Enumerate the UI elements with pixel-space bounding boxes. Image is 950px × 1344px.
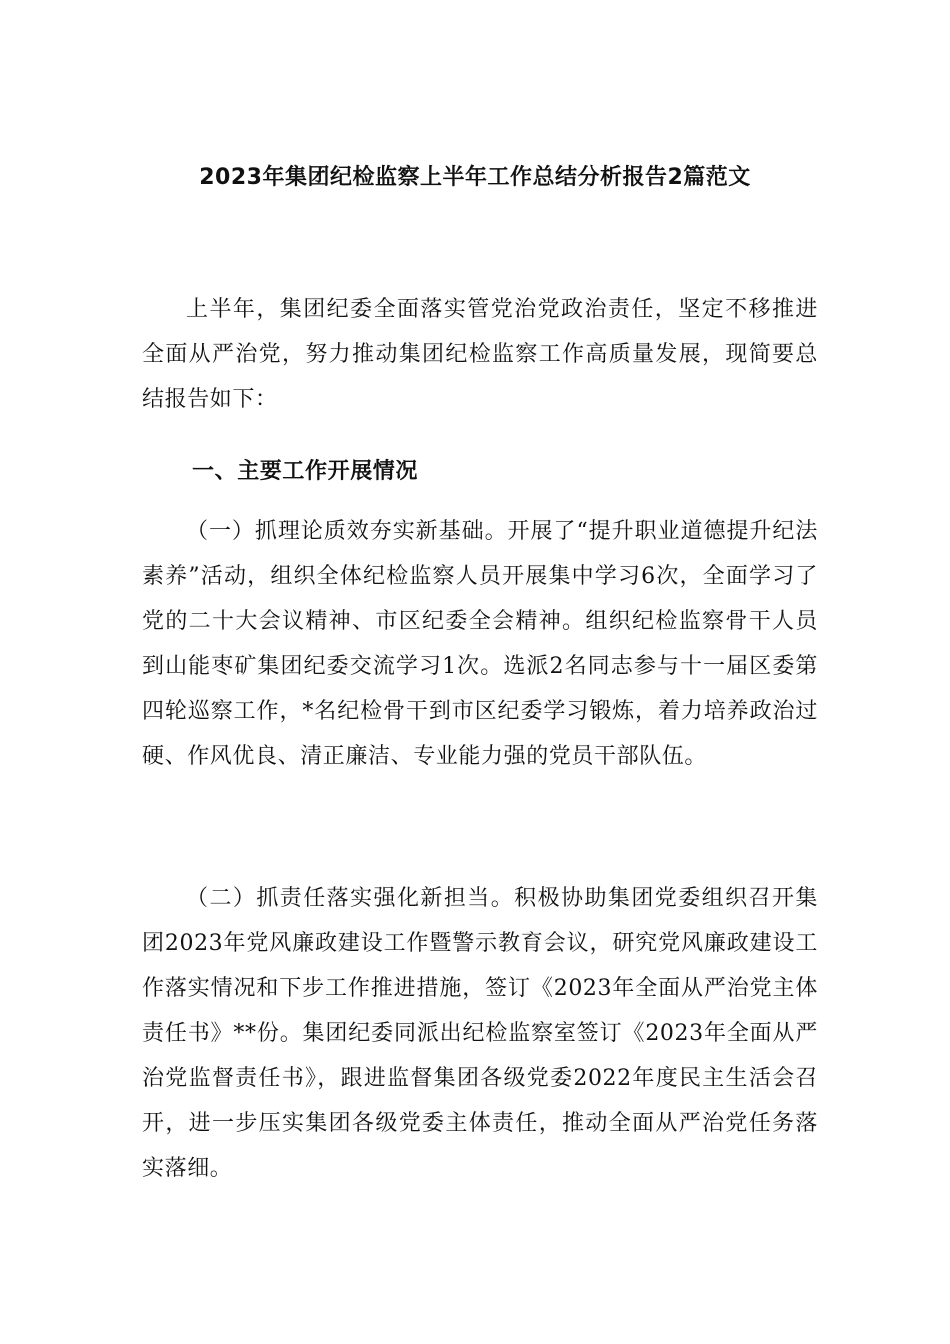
document-title: 2023年集团纪检监察上半年工作总结分析报告2篇范文 [199,165,751,190]
paragraph-theory: （一）抓理论质效夯实新基础。开展了“提升职业道德提升纪法素养”活动，组织全体纪检监察人员开展集中学习6次，全面学习了党的二十大会议精神、市区纪委全会精神。组织纪检监察骨干人员到山能枣矿集团纪委交流学习1次。选派2名同志参与十一届区委第四轮巡察工作，*名纪检骨干到市区纪委学习锻炼，着力培养政治过硬、作风优良、清正廉洁、专业能力强的党员干部队伍。 [142,519,818,769]
section-heading: 一、主要工作开展情况 [192,459,419,484]
paragraph-responsibility: （二）抓责任落实强化新担当。积极协助集团党委组织召开集团2023年党风廉政建设工作暨警示教育会议，研究党风廉政建设工作落实情况和下步工作推进措施，签订《2023年全面从严治党主体责任书》**份。集团纪委同派出纪检监察室签订《2023年全面从严治党监督责任书》，跟进监督集团各级党委2022年度民主生活会召开，进一步压实集团各级党委主体责任，推动全面从严治党任务落实落细。 [142,886,818,1181]
intro-paragraph: 上半年，集团纪委全面落实管党治党政治责任，坚定不移推进全面从严治党，努力推动集团纪检监察工作高质量发展，现简要总结报告如下： [142,297,818,412]
